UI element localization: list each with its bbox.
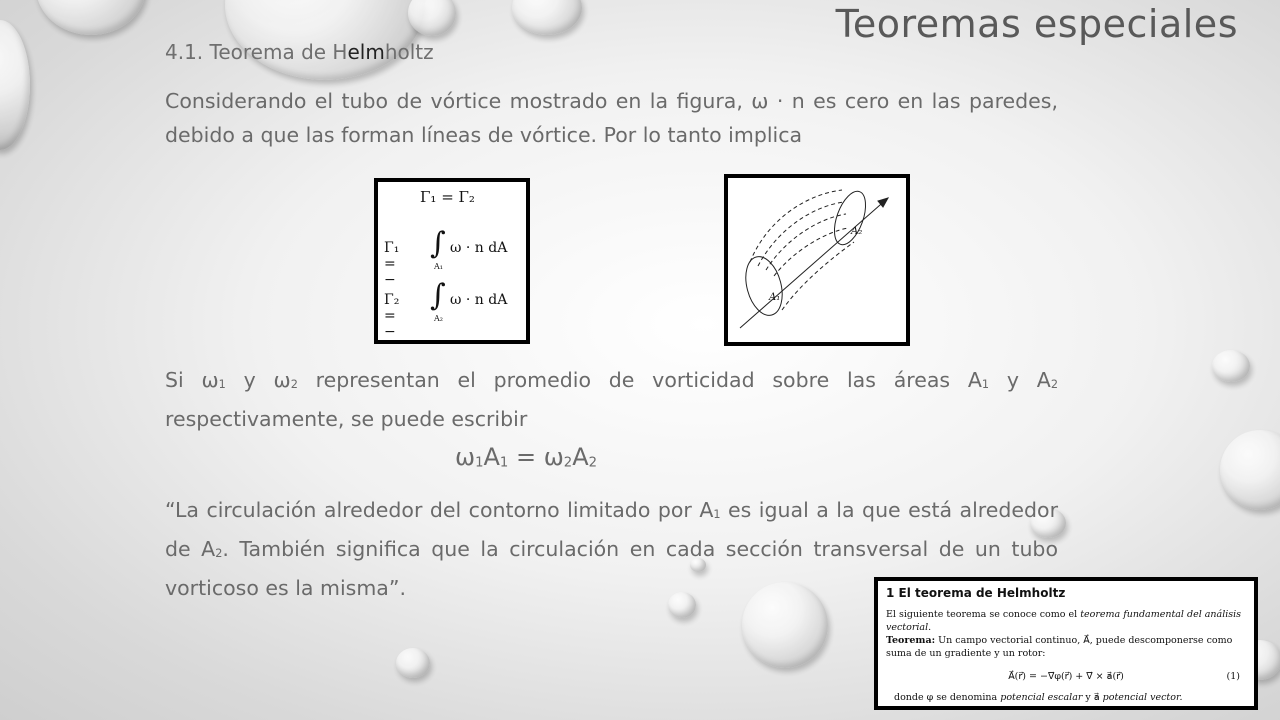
integral-limit: A₁ — [434, 262, 443, 271]
water-drop — [1220, 430, 1280, 510]
text-fragment: teorema fundamental del análisis vectorial. — [886, 609, 1242, 633]
subscript: 1 — [218, 378, 226, 392]
area-label-a2: A₂ — [851, 226, 863, 237]
circulation-equations-image — [374, 178, 530, 344]
excerpt-theorem — [886, 634, 1246, 660]
text-fragment: potencial escalar — [1000, 692, 1083, 703]
integrand: ω · n dA — [450, 240, 508, 256]
gamma1-lhs: Γ₁ = − — [384, 240, 400, 288]
subscript: 2 — [588, 455, 597, 471]
excerpt-footnote — [886, 691, 1246, 704]
area-symbol: A — [572, 443, 589, 471]
text-fragment: Si ω — [165, 368, 219, 392]
text-fragment: El siguiente teorema se conoce como el — [886, 609, 1081, 620]
formula-text: A⃗(r⃗) = −∇⃗φ(r⃗) + ∇⃗ × a⃗(r⃗) — [1008, 671, 1124, 682]
water-drop — [512, 0, 582, 35]
text-fragment: representan el promedio de vorticidad sobre las áreas A — [297, 368, 982, 392]
slide-title: Teoremas especiales — [835, 2, 1238, 46]
equation-gamma-equal: Γ₁ = Γ₂ — [420, 188, 475, 206]
subscript: 1 — [981, 378, 990, 392]
subscript: 1 — [713, 508, 721, 522]
integrand: ω · n dA — [450, 292, 508, 308]
vortex-tube-figure — [724, 174, 910, 346]
vorticity-area-equation — [455, 443, 597, 471]
text-fragment: donde φ se denomina — [894, 692, 1001, 703]
helmholtz-theorem-excerpt — [874, 577, 1258, 710]
water-drop — [36, 0, 146, 35]
integral-sign: ∫ — [430, 226, 446, 261]
text-fragment: y A — [989, 368, 1051, 392]
section-heading — [165, 40, 434, 64]
text-fragment: y a⃗ — [1082, 692, 1103, 703]
text-fragment: y ω — [225, 368, 291, 392]
text-fragment: es igual a la que está alrededor de A — [165, 498, 1058, 562]
intro-paragraph: Considerando el tubo de vórtice mostrado en la figura, ω · n es cero en las paredes, debido a que las forman líneas de vórtice. Por lo tanto implica — [165, 89, 1058, 147]
text-fragment: . También significa que la circulación en cada sección transversal de un tubo vorticoso es la misma”. — [165, 537, 1058, 601]
water-drop — [1212, 350, 1250, 382]
helmholtz-formula — [886, 670, 1246, 683]
gamma2-lhs: Γ₂ = − — [384, 292, 400, 340]
equals-sign: = — [508, 443, 544, 471]
subscript: 1 — [499, 455, 509, 471]
text-fragment: respectivamente, se puede escribir — [165, 407, 528, 432]
subscript: 2 — [563, 455, 573, 471]
excerpt-intro — [886, 608, 1246, 634]
water-drop — [0, 20, 30, 150]
omega: ω — [543, 443, 564, 471]
average-vorticity-paragraph — [165, 363, 1058, 436]
text-fragment: Un campo vectorial continuo, A⃗, puede descomponerse como suma de un gradiente y un rotor: — [886, 635, 1233, 659]
area-label-a1: A₁ — [769, 292, 781, 303]
equation-number: (1) — [1226, 671, 1240, 682]
theorem-label: Teorema: — [886, 635, 936, 646]
subscript: 2 — [290, 378, 298, 392]
subscript: 2 — [1050, 378, 1058, 392]
text-fragment: “La circulación alrededor del contorno limitado por A — [165, 498, 714, 522]
water-drop — [396, 648, 430, 678]
vortex-tube-diagram — [728, 178, 906, 342]
integral-sign: ∫ — [430, 278, 446, 313]
integral-limit: A₂ — [434, 314, 443, 323]
heading-highlight: elm — [347, 40, 385, 64]
heading-post: holtz — [384, 40, 434, 64]
heading-pre: 4.1. Teorema de H — [165, 40, 348, 64]
area-symbol: A — [483, 443, 500, 471]
subscript: 1 — [475, 455, 484, 471]
omega: ω — [455, 443, 476, 471]
text-fragment: potencial vector. — [1102, 692, 1183, 703]
excerpt-heading: 1 El teorema de Helmholtz — [886, 586, 1066, 600]
subscript: 2 — [215, 547, 223, 561]
